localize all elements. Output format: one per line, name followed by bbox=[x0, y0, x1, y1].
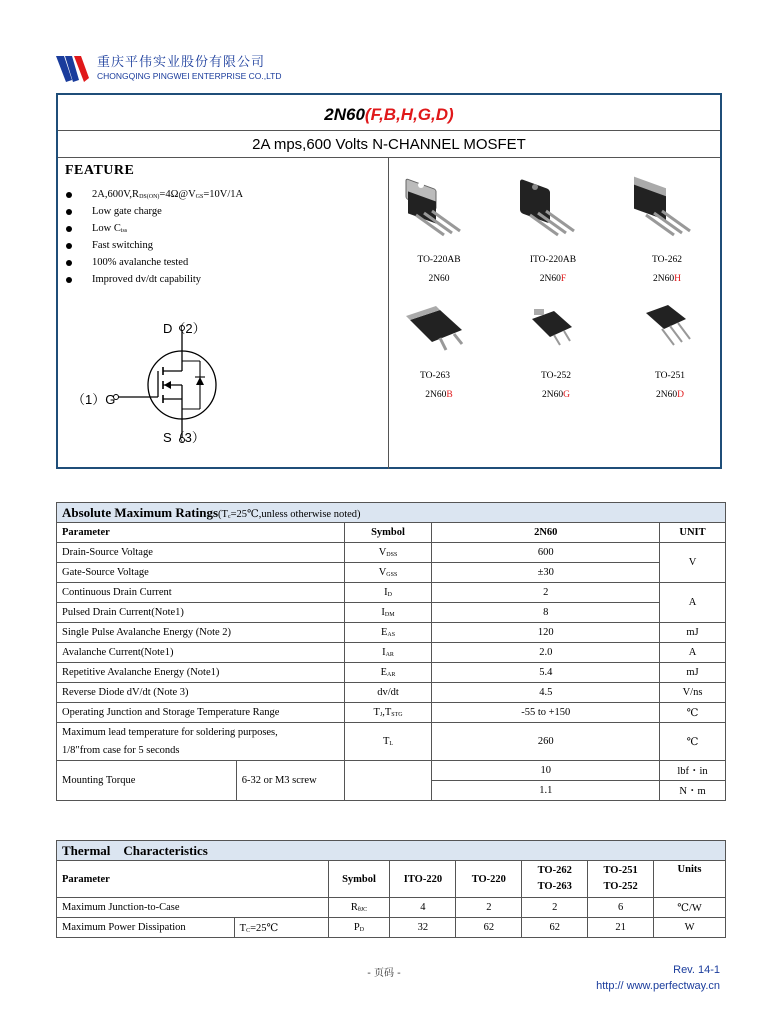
package-name: TO-262 bbox=[652, 255, 682, 265]
to251-package-icon bbox=[638, 301, 708, 357]
page-number: - 页码 - bbox=[367, 968, 401, 979]
table-row: Avalanche Current(Note1) $I_{AR}$ 2.0 A bbox=[57, 643, 726, 663]
table-title: Absolute Maximum $Ratings(T_c=25℃,unless$ otherwise noted) bbox=[57, 503, 726, 523]
table-row: Reverse Diode dV/dt (Note 3) dv/dt 4.5 V/ns bbox=[57, 683, 726, 703]
table-row: Gate-Source Voltage $V_{GSS}$ ±30 bbox=[57, 563, 726, 583]
table-row: Single Pulse Avalanche Energy (Note 2) $E_{AS}$ 120 mJ bbox=[57, 623, 726, 643]
package-part: 2N60F bbox=[539, 274, 567, 284]
table-row: Repetitive Avalanche Energy (Note1) $E_{AR}$ 5.4 mJ bbox=[57, 663, 726, 683]
to262-package-icon bbox=[624, 165, 720, 245]
package-part: 2N60B bbox=[425, 390, 453, 400]
package-name: TO-220AB bbox=[417, 255, 461, 265]
divider bbox=[58, 130, 720, 131]
source-label: S（3） bbox=[163, 430, 205, 445]
feature-list bbox=[66, 186, 243, 288]
table-row: 1.1 N・m bbox=[57, 781, 726, 801]
product-summary-box bbox=[56, 93, 722, 469]
ito220ab-package-icon bbox=[510, 165, 606, 245]
table-header: Parameter Symbol 2N60 UNIT bbox=[57, 523, 726, 543]
table-row: Continuous Drain Current $I_D$ 2 A bbox=[57, 583, 726, 603]
table-row: Drain-Source Voltage $V_{DSS}$ 600 V bbox=[57, 543, 726, 563]
list-item: Fast switching bbox=[66, 237, 243, 254]
to220ab-package-icon bbox=[396, 165, 492, 245]
list-item: 100% avalanche tested bbox=[66, 254, 243, 271]
drain-label: D（2） bbox=[163, 321, 206, 336]
revision-label: Rev. 14-1 bbox=[673, 964, 720, 976]
table-row: Operating Junction and Storage Temperature Range $T_J,T_{STG}$ -55 to +150 ℃ bbox=[57, 703, 726, 723]
table-row: Pulsed Drain Current(Note1) $I_{DM}$ 8 bbox=[57, 603, 726, 623]
package-part: 2N60 bbox=[428, 274, 450, 284]
package-name: TO-263 bbox=[420, 371, 450, 381]
list-item: Low gate charge bbox=[66, 203, 243, 220]
company-logo-icon bbox=[56, 52, 92, 84]
website-link[interactable]: http:// www.perfectway.cn bbox=[596, 980, 720, 992]
part-number: 2N60 bbox=[324, 105, 365, 124]
package-part: 2N60G bbox=[542, 390, 570, 400]
absolute-max-ratings-table bbox=[56, 502, 726, 801]
package-part: 2N60H bbox=[653, 274, 681, 284]
list-item: Improved dv/dt capability bbox=[66, 271, 243, 288]
page-subtitle: 2A mps,600 Volts N-CHANNEL MOSFET bbox=[252, 136, 526, 153]
package-name: TO-251 bbox=[655, 371, 685, 381]
package-part: 2N60D bbox=[656, 390, 684, 400]
package-name: TO-252 bbox=[541, 371, 571, 381]
page-title bbox=[58, 105, 720, 125]
gate-label: （1）G bbox=[72, 392, 116, 407]
table-row: Maximum Junction-to-Case $R_{\theta JC}$ 4 2 2 6 ℃/W bbox=[57, 898, 726, 918]
divider bbox=[388, 157, 389, 469]
table-title: Thermal Characteristics bbox=[57, 841, 726, 861]
table-row: Maximum Power Dissipation $T_C=25℃$ $P_D$ 32 62 62 21 W bbox=[57, 918, 726, 938]
table-row: Maximum lead temperature for soldering purposes, 1/8″from case for 5 seconds $T_L$ 260 ℃ bbox=[57, 723, 726, 761]
company-name-cn: 重庆平伟实业股份有限公司 bbox=[97, 55, 266, 70]
feature-heading: FEATURE bbox=[65, 163, 135, 178]
table-row: Mounting Torque 6-32 or M3 screw 10 lbf・in bbox=[57, 761, 726, 781]
part-variants: (F,B,H,G,D) bbox=[364, 105, 454, 124]
divider bbox=[58, 157, 720, 158]
company-name-en: CHONGQING PINGWEI ENTERPRISE CO.,LTD bbox=[97, 71, 282, 81]
table-header: Parameter Symbol ITO-220 TO-220 TO-262 TO-263 TO-251 TO-252 Units bbox=[57, 861, 726, 898]
list-item: Low $C_{iss}$ bbox=[66, 220, 243, 237]
package-name: ITO-220AB bbox=[529, 255, 577, 265]
list-item: $2A,600V,R_{DS(ON)}=4\Omega@V_{GS}=10V/1A$ bbox=[66, 186, 243, 203]
to263-package-icon bbox=[400, 300, 480, 360]
to252-package-icon bbox=[524, 305, 594, 355]
thermal-characteristics-table bbox=[56, 840, 726, 938]
